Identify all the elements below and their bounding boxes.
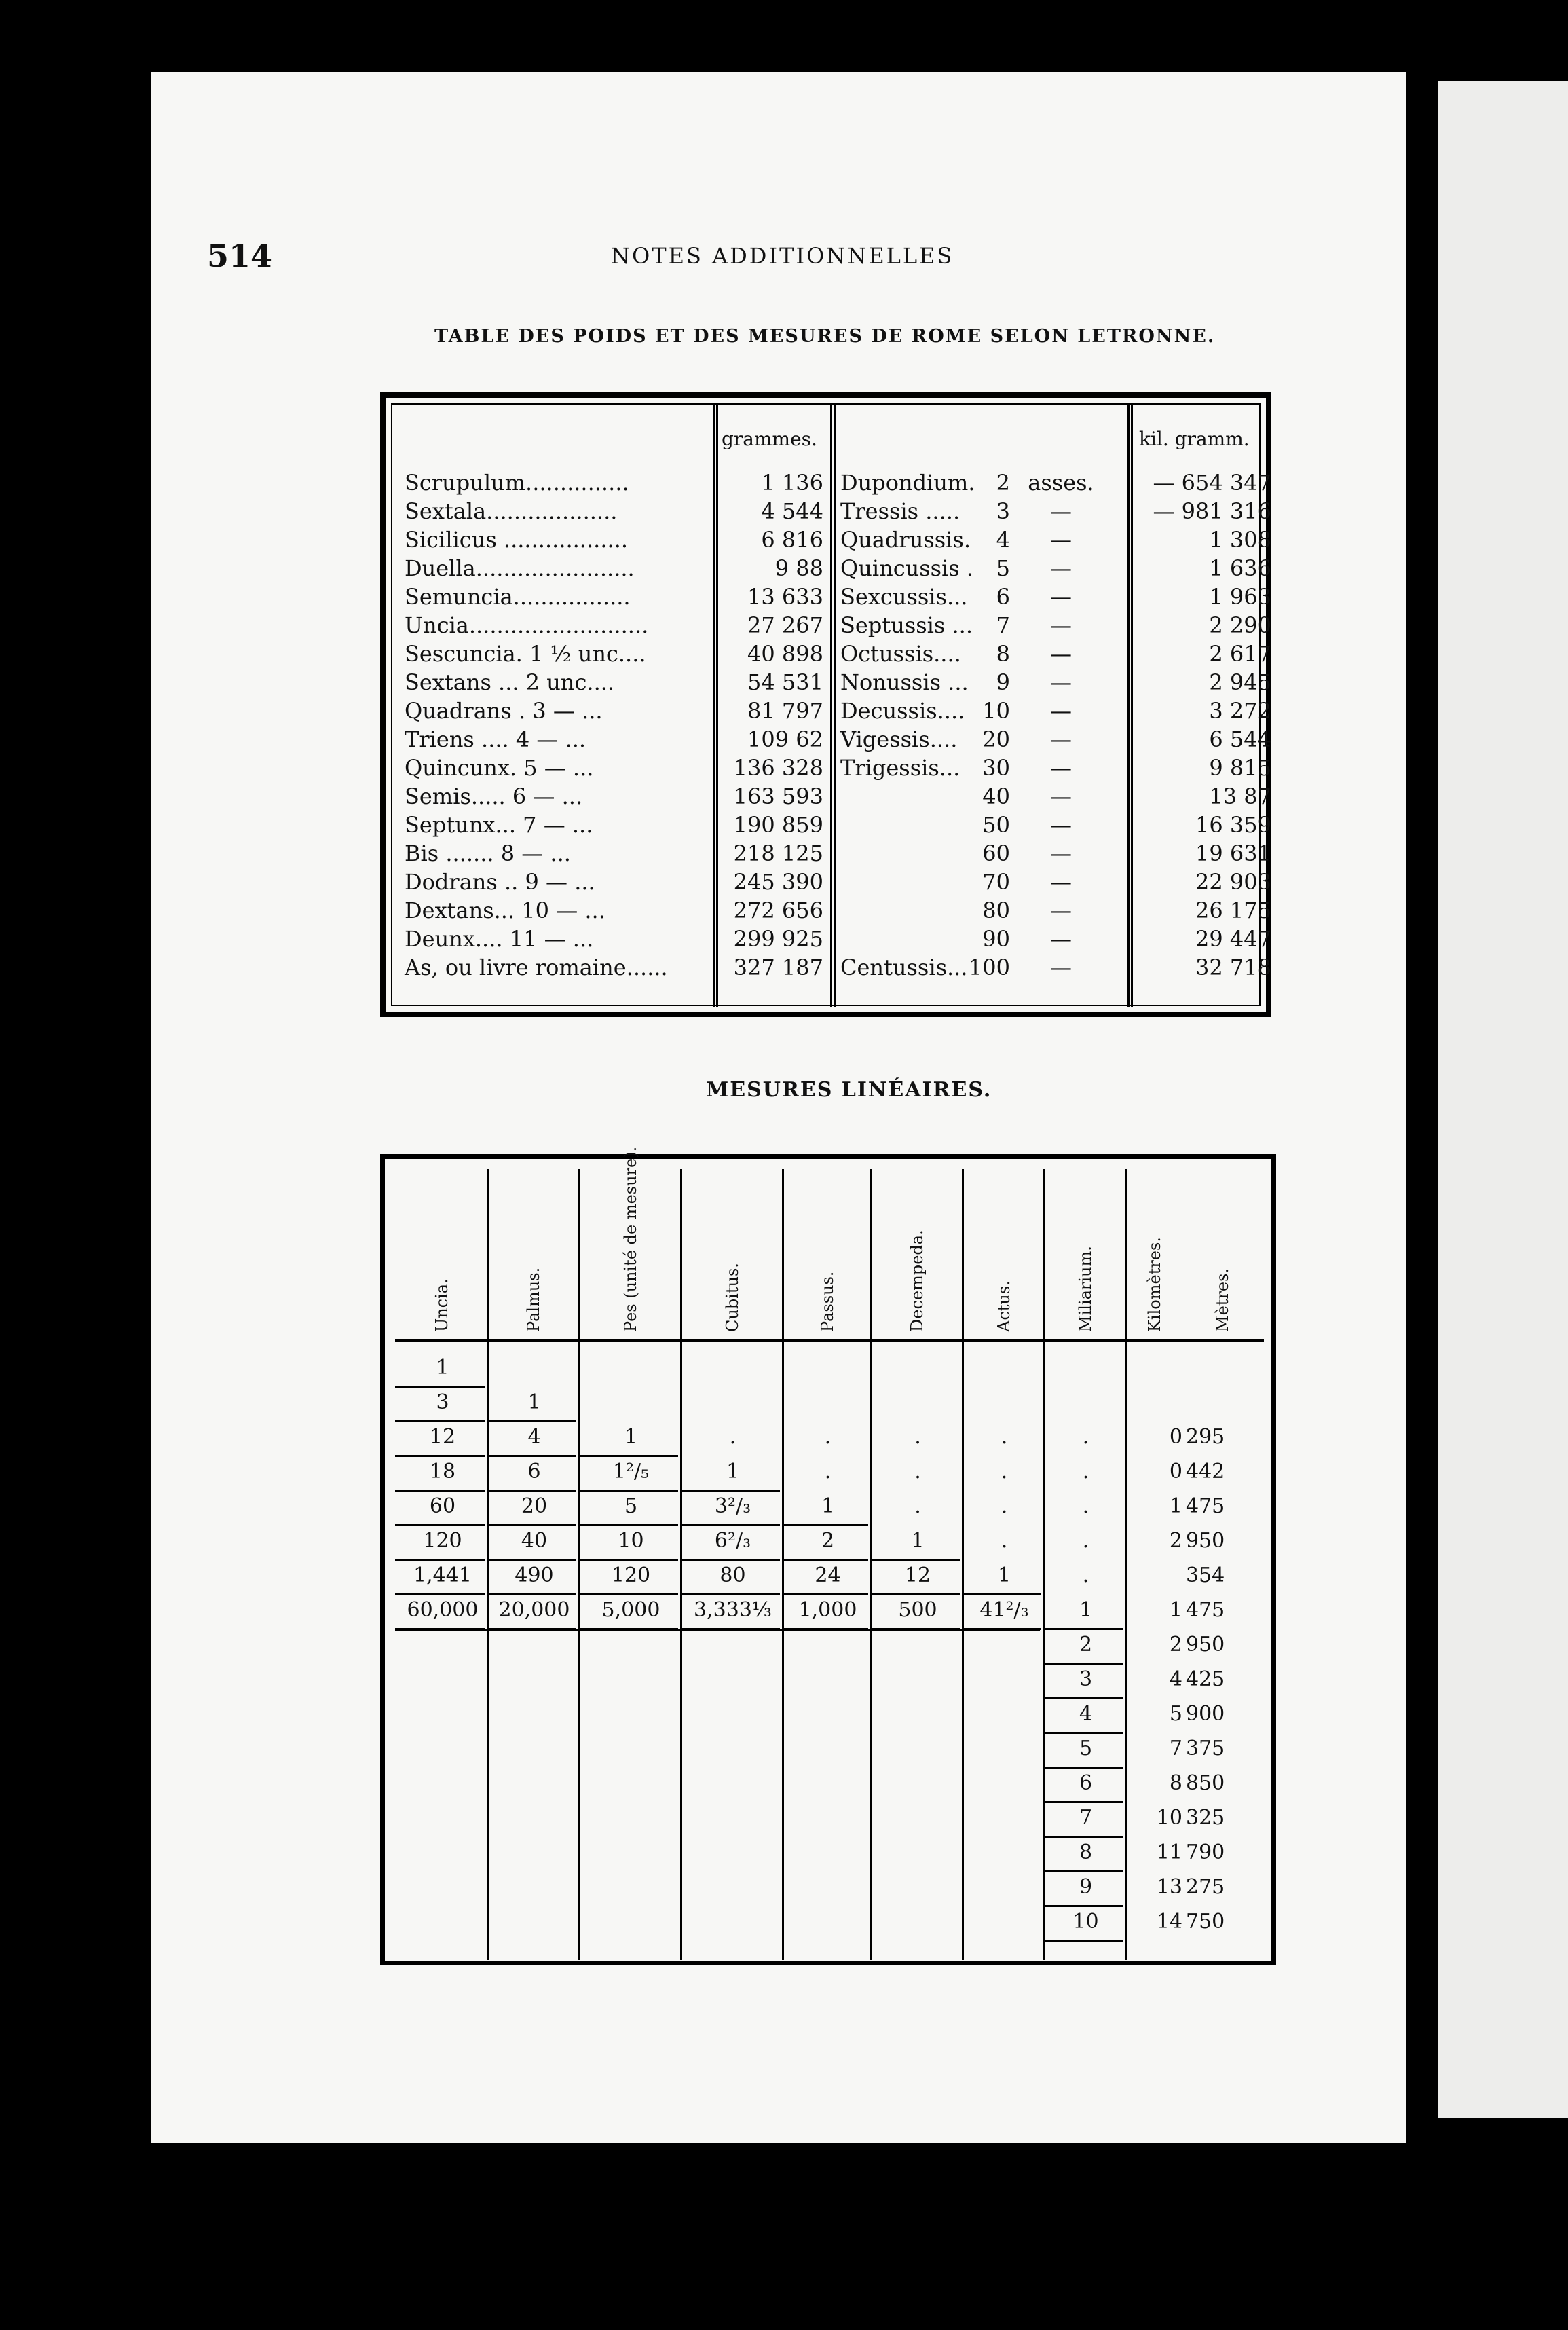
- weight-name: Quincunx. 5 — ...: [405, 755, 594, 781]
- weight-grammes: 6 816: [761, 527, 823, 553]
- multiple-unit: —: [1050, 869, 1072, 895]
- multiple-name: Sexcussis...: [840, 584, 968, 610]
- multiple-count: 3: [996, 498, 1010, 524]
- measure-value: 6: [527, 1460, 541, 1483]
- measure-value: 1: [624, 1425, 638, 1449]
- measure-value: 120: [423, 1529, 462, 1553]
- metres-value: 950: [1186, 1529, 1225, 1553]
- multiple-count: 9: [996, 669, 1010, 695]
- step-rule: [578, 1593, 678, 1595]
- multiple-unit: —: [1050, 755, 1072, 781]
- measure-value: 12: [429, 1425, 456, 1449]
- multiple-unit: —: [1050, 527, 1072, 553]
- measure-value: 3²/₃: [714, 1494, 751, 1518]
- weight-grammes: 299 925: [733, 926, 823, 952]
- col-divider: [870, 1169, 872, 1960]
- multiple-count: 80: [982, 898, 1010, 923]
- column-header: Miliarium.: [1075, 1246, 1095, 1332]
- multiple-unit: —: [1050, 641, 1072, 667]
- multiple-unit: —: [1050, 669, 1072, 695]
- col-divider: [1043, 1169, 1045, 1960]
- measure-value: 5: [624, 1494, 638, 1518]
- measure-value: 20,000: [498, 1598, 570, 1622]
- multiple-unit: —: [1050, 726, 1072, 752]
- measure-value: 3,333⅓: [694, 1598, 772, 1622]
- multiple-count: 4: [996, 527, 1010, 553]
- weight-grammes: 54 531: [747, 669, 823, 695]
- multiple-count: 6: [996, 584, 1010, 610]
- step-rule: [962, 1593, 1041, 1595]
- weight-name: Uncia..........................: [405, 612, 649, 638]
- step-rule: [1043, 1870, 1123, 1872]
- measure-value: 1: [1079, 1598, 1093, 1622]
- measure-value: .: [1082, 1564, 1089, 1587]
- kilometres-value: 5: [1169, 1702, 1182, 1726]
- linear-table-title: MESURES LINÉAIRES.: [706, 1078, 992, 1102]
- measure-value: .: [824, 1460, 832, 1483]
- multiple-name: Centussis...: [840, 955, 968, 980]
- col-divider: [1127, 405, 1133, 1007]
- multiple-kilograms: 32 718: [1195, 955, 1271, 980]
- multiple-name: Tressis .....: [840, 498, 960, 524]
- measure-value: 6²/₃: [714, 1529, 751, 1553]
- kilometres-value: 0: [1169, 1460, 1182, 1483]
- column-header: Cubitus.: [722, 1263, 742, 1332]
- kilometres-value: 8: [1169, 1771, 1182, 1795]
- multiple-unit: —: [1050, 926, 1072, 952]
- weight-grammes: 4 544: [761, 498, 823, 524]
- weight-grammes: 218 125: [733, 840, 823, 866]
- measure-value: 1: [436, 1356, 449, 1380]
- column-header: Kilomètres.: [1145, 1237, 1164, 1332]
- multiple-kilograms: 1 636: [1209, 555, 1271, 581]
- total-rule: [395, 1629, 1040, 1631]
- multiple-name: Decussis....: [840, 698, 965, 724]
- weight-name: Sicilicus ..................: [405, 527, 628, 553]
- step-rule: [782, 1559, 868, 1561]
- page-number: 514: [207, 238, 273, 274]
- col-divider: [830, 405, 836, 1007]
- metres-value: 950: [1186, 1633, 1225, 1657]
- weight-grammes: 81 797: [747, 698, 823, 724]
- multiple-kilograms: 2 617: [1209, 641, 1271, 667]
- measure-value: 4: [527, 1425, 541, 1449]
- multiple-kilograms: 26 175: [1195, 898, 1271, 923]
- multiple-count: 40: [982, 783, 1010, 809]
- weight-name: Sextala...................: [405, 498, 618, 524]
- metres-value: 750: [1186, 1910, 1225, 1934]
- step-rule: [1043, 1801, 1123, 1803]
- step-rule: [395, 1559, 485, 1561]
- step-rule: [487, 1524, 576, 1526]
- step-rule: [578, 1490, 678, 1492]
- column-header: Decempeda.: [908, 1229, 927, 1332]
- col-divider: [680, 1169, 682, 1960]
- weight-grammes: 272 656: [733, 898, 823, 923]
- col-divider: [962, 1169, 964, 1960]
- kilometres-value: 1: [1169, 1494, 1182, 1518]
- miliarium-value: 3: [1079, 1667, 1093, 1691]
- multiple-kilograms: 19 631: [1195, 840, 1271, 866]
- measure-value: 10: [618, 1529, 644, 1553]
- measure-value: 60,000: [407, 1598, 479, 1622]
- multiple-kilograms: 9 815: [1209, 755, 1271, 781]
- measure-value: 3: [436, 1390, 449, 1414]
- column-header: Passus.: [817, 1271, 837, 1332]
- multiple-kilograms: 13 87: [1209, 783, 1271, 809]
- weight-name: As, ou livre romaine......: [405, 955, 668, 980]
- kilometres-value: 10: [1156, 1806, 1182, 1830]
- measure-value: .: [1001, 1494, 1008, 1518]
- multiple-kilograms: 1 963: [1209, 584, 1271, 610]
- measure-value: .: [914, 1460, 921, 1483]
- step-rule: [1043, 1940, 1123, 1942]
- measure-value: 18: [429, 1460, 456, 1483]
- weight-grammes: 245 390: [733, 869, 823, 895]
- multiple-count: 2: [996, 470, 1010, 496]
- weight-grammes: 190 859: [733, 812, 823, 838]
- weight-name: Sextans ... 2 unc....: [405, 669, 615, 695]
- kilogram-header: kil. gramm.: [1139, 428, 1250, 450]
- multiple-name: Octussis....: [840, 641, 961, 667]
- measure-value: 1: [821, 1494, 835, 1518]
- multiple-count: 100: [968, 955, 1010, 980]
- multiple-unit: asses.: [1028, 470, 1094, 496]
- metres-value: 475: [1186, 1598, 1225, 1622]
- step-rule: [1043, 1628, 1123, 1630]
- step-rule: [487, 1490, 576, 1492]
- measure-value: 500: [898, 1598, 937, 1622]
- step-rule: [395, 1490, 485, 1492]
- measure-value: 40: [521, 1529, 548, 1553]
- step-rule: [680, 1524, 780, 1526]
- grammes-header: grammes.: [722, 428, 817, 450]
- multiple-kilograms: 16 359: [1195, 812, 1271, 838]
- measure-value: .: [1082, 1529, 1089, 1553]
- multiple-unit: —: [1050, 812, 1072, 838]
- col-divider: [487, 1169, 489, 1960]
- col-divider: [578, 1169, 580, 1960]
- weight-name: Duella.......................: [405, 555, 635, 581]
- metres-value: 354: [1186, 1564, 1225, 1587]
- metres-value: 325: [1186, 1806, 1225, 1830]
- metres-value: 442: [1186, 1460, 1225, 1483]
- measure-value: 60: [429, 1494, 456, 1518]
- weight-name: Dodrans .. 9 — ...: [405, 869, 595, 895]
- weight-name: Dextans... 10 — ...: [405, 898, 605, 923]
- multiple-unit: —: [1050, 498, 1072, 524]
- metres-value: 375: [1186, 1737, 1225, 1760]
- multiple-unit: —: [1050, 783, 1072, 809]
- step-rule: [870, 1593, 960, 1595]
- column-header: Uncia.: [432, 1278, 451, 1332]
- weight-grammes: 327 187: [733, 955, 823, 980]
- multiple-count: 50: [982, 812, 1010, 838]
- multiple-kilograms: 29 447: [1195, 926, 1271, 952]
- miliarium-value: 9: [1079, 1875, 1093, 1899]
- metres-value: 790: [1186, 1841, 1225, 1864]
- weight-grammes: 163 593: [733, 783, 823, 809]
- step-rule: [1043, 1905, 1123, 1907]
- measure-value: 20: [521, 1494, 548, 1518]
- multiple-kilograms: — 654 347: [1153, 470, 1271, 496]
- measure-value: 41²/₃: [979, 1598, 1029, 1622]
- step-rule: [395, 1524, 485, 1526]
- weight-name: Septunx... 7 — ...: [405, 812, 593, 838]
- miliarium-value: 2: [1079, 1633, 1093, 1657]
- col-divider: [713, 405, 718, 1007]
- step-rule: [395, 1593, 485, 1595]
- step-rule: [578, 1559, 678, 1561]
- metres-value: 850: [1186, 1771, 1225, 1795]
- running-head: NOTES ADDITIONNELLES: [611, 243, 954, 269]
- multiple-count: 30: [982, 755, 1010, 781]
- multiple-name: Dupondium.: [840, 470, 975, 496]
- metres-value: 900: [1186, 1702, 1225, 1726]
- weight-grammes: 1 136: [761, 470, 823, 496]
- metres-value: 425: [1186, 1667, 1225, 1691]
- step-rule: [1043, 1697, 1123, 1699]
- multiple-name: Vigessis....: [840, 726, 958, 752]
- linear-measures-table: [380, 1146, 1276, 1965]
- measure-value: .: [824, 1425, 832, 1449]
- multiple-unit: —: [1050, 584, 1072, 610]
- measure-value: .: [914, 1425, 921, 1449]
- measure-value: .: [914, 1494, 921, 1518]
- step-rule: [487, 1455, 576, 1457]
- measure-value: 2: [821, 1529, 835, 1553]
- step-rule: [1043, 1732, 1123, 1734]
- step-rule: [680, 1593, 780, 1595]
- column-header: Mètres.: [1213, 1268, 1232, 1332]
- step-rule: [1043, 1836, 1123, 1838]
- measure-value: 1²/₅: [612, 1460, 650, 1483]
- step-rule: [782, 1593, 868, 1595]
- weights-table-title: TABLE DES POIDS ET DES MESURES DE ROME SELON LETRONNE.: [434, 326, 1216, 347]
- miliarium-value: 5: [1079, 1737, 1093, 1760]
- weight-grammes: 40 898: [747, 641, 823, 667]
- multiple-unit: —: [1050, 612, 1072, 638]
- multiple-name: Quadrussis.: [840, 527, 971, 553]
- multiple-count: 5: [996, 555, 1010, 581]
- weight-name: Triens .... 4 — ...: [405, 726, 586, 752]
- multiple-kilograms: 1 308: [1209, 527, 1271, 553]
- multiple-kilograms: — 981 316: [1153, 498, 1271, 524]
- miliarium-value: 10: [1072, 1910, 1099, 1934]
- miliarium-value: 7: [1079, 1806, 1093, 1830]
- step-rule: [782, 1524, 868, 1526]
- column-header: Palmus.: [524, 1267, 543, 1332]
- multiple-count: 90: [982, 926, 1010, 952]
- multiple-unit: —: [1050, 698, 1072, 724]
- weight-name: Deunx.... 11 — ...: [405, 926, 594, 952]
- weight-grammes: 136 328: [733, 755, 823, 781]
- step-rule: [578, 1455, 678, 1457]
- measure-value: 1: [911, 1529, 925, 1553]
- multiple-count: 8: [996, 641, 1010, 667]
- measure-value: 1: [527, 1390, 541, 1414]
- measure-value: 120: [611, 1564, 651, 1587]
- weight-grammes: 13 633: [747, 584, 823, 610]
- measure-value: .: [1082, 1425, 1089, 1449]
- multiple-unit: —: [1050, 955, 1072, 980]
- multiple-count: 7: [996, 612, 1010, 638]
- kilometres-value: 1: [1169, 1598, 1182, 1622]
- kilometres-value: 0: [1169, 1425, 1182, 1449]
- step-rule: [395, 1386, 485, 1388]
- measure-value: 1: [726, 1460, 740, 1483]
- measure-value: .: [1082, 1494, 1089, 1518]
- multiple-count: 20: [982, 726, 1010, 752]
- measure-value: .: [1001, 1425, 1008, 1449]
- measure-value: 1: [997, 1564, 1011, 1587]
- weight-name: Semuncia.................: [405, 584, 631, 610]
- step-rule: [680, 1490, 780, 1492]
- multiple-unit: —: [1050, 555, 1072, 581]
- measure-value: 1,000: [798, 1598, 857, 1622]
- kilometres-value: 13: [1156, 1875, 1182, 1899]
- kilometres-value: 4: [1169, 1667, 1182, 1691]
- multiple-name: Nonussis ...: [840, 669, 969, 695]
- weight-name: Scrupulum...............: [405, 470, 629, 496]
- measure-value: .: [1001, 1460, 1008, 1483]
- miliarium-value: 4: [1079, 1702, 1093, 1726]
- kilometres-value: 7: [1169, 1737, 1182, 1760]
- multiple-kilograms: 6 544: [1209, 726, 1271, 752]
- multiple-count: 70: [982, 869, 1010, 895]
- step-rule: [578, 1524, 678, 1526]
- multiple-count: 10: [982, 698, 1010, 724]
- measure-value: .: [1001, 1529, 1008, 1553]
- weight-name: Semis..... 6 — ...: [405, 783, 583, 809]
- step-rule: [487, 1559, 576, 1561]
- measure-value: 1,441: [413, 1564, 472, 1587]
- multiple-kilograms: 22 903: [1195, 869, 1271, 895]
- multiple-name: Quincussis .: [840, 555, 974, 581]
- weight-name: Quadrans . 3 — ...: [405, 698, 603, 724]
- step-rule: [870, 1559, 960, 1561]
- miliarium-value: 8: [1079, 1841, 1093, 1864]
- measure-value: .: [729, 1425, 736, 1449]
- multiple-kilograms: 3 272: [1209, 698, 1271, 724]
- measure-value: 490: [515, 1564, 554, 1587]
- step-rule: [1043, 1663, 1123, 1665]
- facing-page-edge: [1438, 81, 1568, 2118]
- metres-value: 295: [1186, 1425, 1225, 1449]
- measure-value: 80: [720, 1564, 746, 1587]
- column-header: Actus.: [994, 1280, 1013, 1332]
- multiple-kilograms: 2 945: [1209, 669, 1271, 695]
- weight-name: Sescuncia. 1 ½ unc....: [405, 641, 646, 667]
- multiple-name: Septussis ...: [840, 612, 973, 638]
- kilometres-value: 2: [1169, 1529, 1182, 1553]
- multiple-name: Trigessis...: [840, 755, 960, 781]
- weights-table: [380, 392, 1271, 1017]
- step-rule: [1043, 1767, 1123, 1769]
- measure-value: 12: [904, 1564, 931, 1587]
- step-rule: [680, 1559, 780, 1561]
- miliarium-value: 6: [1079, 1771, 1093, 1795]
- header-rule: [395, 1339, 1264, 1342]
- multiple-unit: —: [1050, 840, 1072, 866]
- kilometres-value: 11: [1156, 1841, 1182, 1864]
- kilometres-value: 2: [1169, 1633, 1182, 1657]
- measure-value: .: [1082, 1460, 1089, 1483]
- weight-grammes: 27 267: [747, 612, 823, 638]
- weight-name: Bis ....... 8 — ...: [405, 840, 571, 866]
- measure-value: 5,000: [601, 1598, 660, 1622]
- metres-value: 275: [1186, 1875, 1225, 1899]
- kilometres-value: 14: [1156, 1910, 1182, 1934]
- col-divider: [782, 1169, 784, 1960]
- step-rule: [395, 1420, 485, 1422]
- step-rule: [487, 1593, 576, 1595]
- metres-value: 475: [1186, 1494, 1225, 1518]
- multiple-count: 60: [982, 840, 1010, 866]
- multiple-unit: —: [1050, 898, 1072, 923]
- step-rule: [487, 1420, 576, 1422]
- multiple-kilograms: 2 290: [1209, 612, 1271, 638]
- col-divider: [1125, 1169, 1127, 1960]
- weight-grammes: 9 88: [774, 555, 823, 581]
- column-header: Pes (unité de mesure).: [620, 1146, 640, 1332]
- measure-value: 24: [815, 1564, 841, 1587]
- step-rule: [395, 1455, 485, 1457]
- weight-grammes: 109 62: [747, 726, 823, 752]
